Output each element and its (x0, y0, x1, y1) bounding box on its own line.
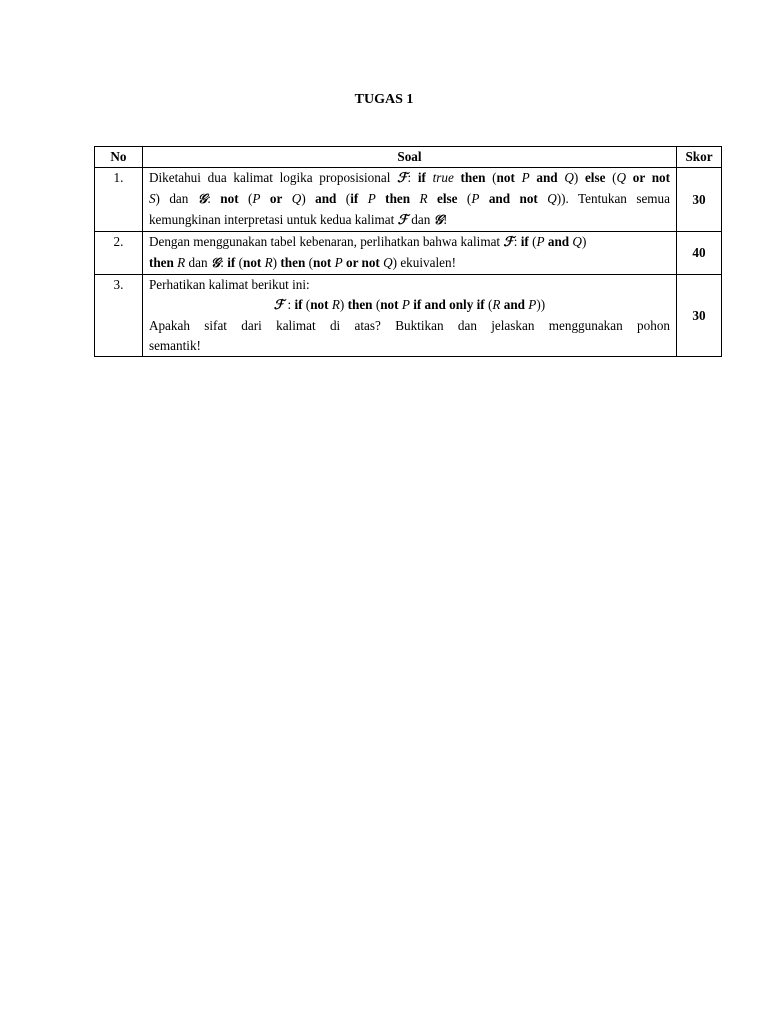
table-header-row (95, 147, 722, 168)
question-text (142, 168, 676, 232)
table-row (95, 168, 722, 232)
question-line: then R dan 𝒢: if (not R) then (not P or not Q) ekuivalen! (148, 255, 456, 271)
question-line: Diketahui dua kalimat logika proposisional ℱ: if true then (not P and Q) else (Q or not (148, 170, 671, 186)
table-row (95, 232, 722, 275)
header-no: No (95, 147, 143, 168)
question-text (142, 232, 676, 275)
formula-g-symbol: 𝒢 (197, 192, 208, 207)
score-value: 30 (677, 275, 722, 357)
formula-f-symbol: ℱ (273, 298, 285, 313)
formula-g-symbol: 𝒢 (210, 256, 221, 271)
formula-f-symbol: ℱ (397, 171, 408, 186)
question-line: Dengan menggunakan tabel kebenaran, perlihatkan bahwa kalimat ℱ: if (P and Q) (148, 234, 587, 250)
row-number: 1. (95, 168, 143, 232)
table-row (95, 275, 722, 357)
score-value: 40 (677, 232, 722, 275)
formula-g-symbol: 𝒢 (433, 213, 444, 228)
document-title: TUGAS 1 (354, 92, 414, 107)
header-skor: Skor (677, 147, 722, 168)
row-number: 2. (95, 232, 143, 275)
question-text (142, 275, 676, 357)
question-line: S) dan 𝒢: not (P or Q) and (if P then R else (P and not Q)). Tentukan semua (148, 191, 671, 207)
question-line: Perhatikan kalimat berikut ini: (148, 277, 310, 292)
question-line: kemungkinan interpretasi untuk kedua kalimat ℱ dan 𝒢! (148, 212, 448, 228)
formula-f-symbol: ℱ (503, 235, 514, 250)
question-line: semantik! (148, 338, 201, 353)
score-value: 30 (677, 168, 722, 232)
question-line: Apakah sifat dari kalimat di atas? Buktikan dan jelaskan menggunakan pohon (148, 318, 671, 333)
row-number: 3. (95, 275, 143, 357)
formula-f-symbol: ℱ (397, 213, 408, 228)
formula-line: ℱ : if (not R) then (not P if and only if (R and P)) (273, 297, 546, 313)
task-table (94, 146, 722, 357)
header-soal: Soal (142, 147, 676, 168)
